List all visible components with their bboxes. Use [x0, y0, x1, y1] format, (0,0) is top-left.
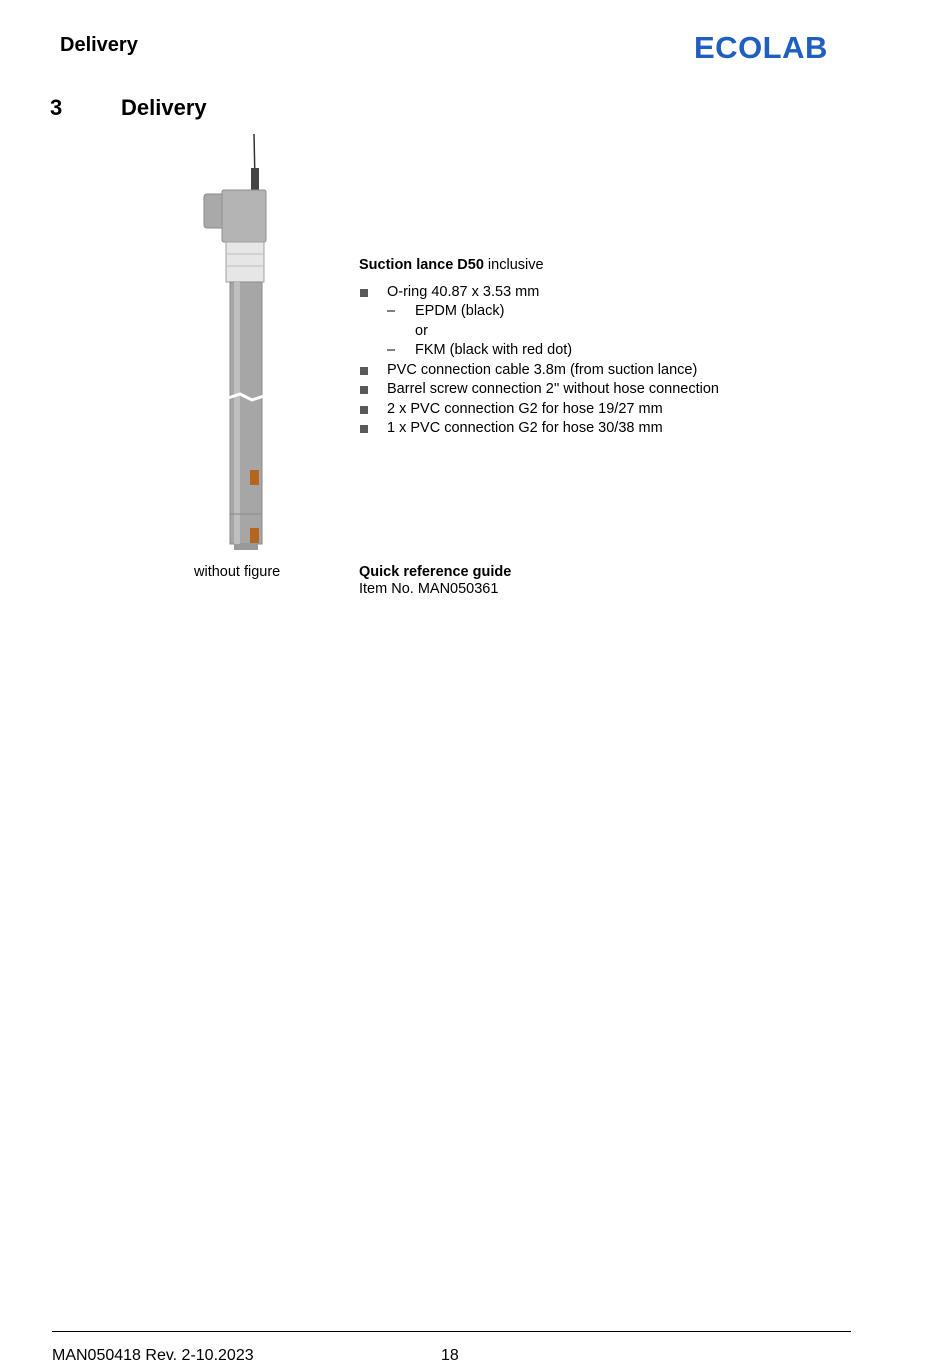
o-ring-options [387, 302, 839, 361]
qrg-item-no: Item No. MAN050361 [359, 581, 499, 597]
scope-of-delivery [359, 256, 839, 439]
list-item [359, 380, 839, 400]
delivery-items [359, 283, 839, 439]
list-item-text: 1 x PVC connection G2 for hose 30/38 mm [387, 420, 663, 436]
qrg-title: Quick reference guide [359, 564, 512, 580]
lance-title [359, 256, 839, 276]
list-item [359, 283, 839, 361]
list-item [359, 361, 839, 381]
lance-title-rest: inclusive [483, 257, 544, 273]
square-bullet-icon [360, 386, 368, 394]
without-figure-note: without figure [194, 564, 281, 580]
list-item-text: O-ring 40.87 x 3.53 mm [387, 283, 540, 300]
list-item-text: 2 x PVC connection G2 for hose 19/27 mm [387, 400, 663, 417]
list-item-text: Barrel screw connection 2'' without hose connection [387, 381, 719, 397]
square-bullet-icon [360, 406, 368, 414]
suction-lance-illustration [196, 134, 276, 554]
list-item-text: PVC connection cable 3.8m (from suction lance) [387, 361, 698, 378]
section-title: Delivery [121, 95, 207, 120]
ecolab-logo [694, 30, 844, 64]
or-text: or [415, 322, 428, 339]
square-bullet-icon [360, 425, 368, 433]
sub-list-item [387, 341, 839, 361]
dash: – [387, 342, 396, 358]
sub-item-text: FKM (black with red dot) [415, 342, 573, 358]
sub-list-item [387, 302, 839, 322]
list-item [359, 400, 839, 420]
sub-item-text: EPDM (black) [415, 303, 505, 319]
dash: – [387, 303, 396, 319]
page-number: 18 [441, 1347, 459, 1364]
list-item [359, 419, 839, 439]
header-title: Delivery [60, 34, 138, 56]
square-bullet-icon [360, 367, 368, 375]
lance-title-bold: Suction lance D50 [359, 257, 484, 273]
square-bullet-icon [360, 289, 368, 297]
quick-reference-guide [359, 564, 511, 598]
footer-doc-number: MAN050418 Rev. 2-10.2023 [52, 1347, 254, 1364]
logo-text: ECOLAB [694, 30, 828, 64]
footer-divider [52, 1331, 851, 1332]
section-number: 3 [50, 95, 63, 120]
